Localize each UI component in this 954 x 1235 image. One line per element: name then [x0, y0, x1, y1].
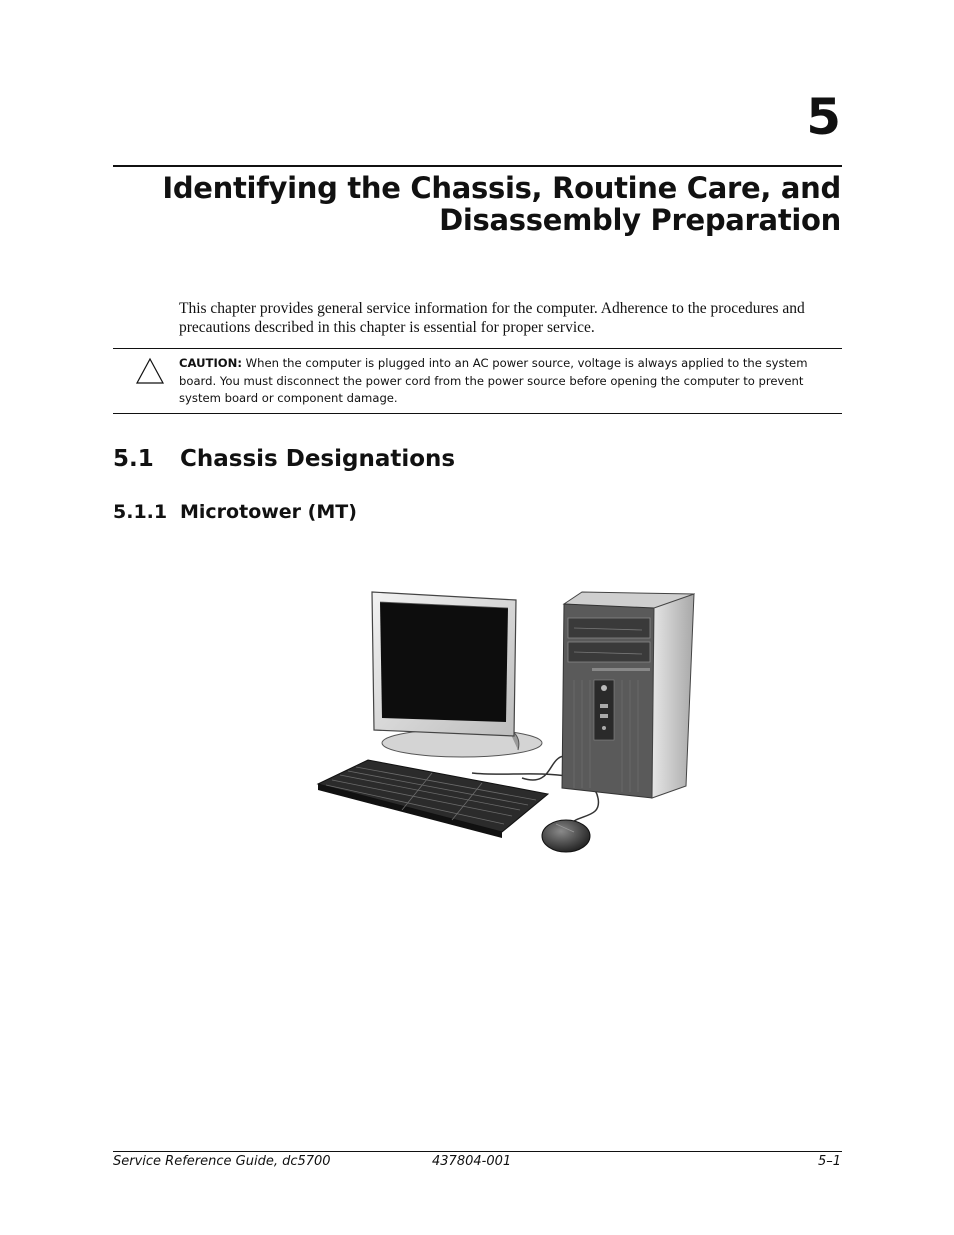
mouse: [542, 820, 590, 852]
subsection-title: Microtower (MT): [180, 501, 357, 523]
chapter-number: 5: [806, 88, 841, 146]
intro-paragraph: This chapter provides general service information for the computer. Adherence to the procedures and precautions described in this chapter is essential for proper service.: [179, 300, 805, 336]
caution-text: [179, 355, 809, 408]
caution-label: CAUTION:: [179, 356, 242, 370]
footer-document-title: Service Reference Guide, dc5700: [113, 1154, 331, 1169]
chapter-title-line-2: Disassembly Preparation: [439, 203, 841, 237]
monitor: [372, 592, 516, 736]
caution-box: [113, 348, 842, 414]
tower: [562, 592, 694, 798]
section-title: Chassis Designations: [180, 446, 456, 472]
footer-rule: [113, 1151, 842, 1152]
keyboard: [318, 760, 548, 838]
caution-body: When the computer is plugged into an AC power source, voltage is always applied to the system board. You must disconnect the power cord from the power source before opening the computer to prevent system board or component damage.: [179, 356, 808, 405]
chapter-title-line-1: Identifying the Chassis, Routine Care, and: [162, 171, 841, 205]
footer-page-number: 5–1: [817, 1154, 841, 1169]
footer-part-number: 437804-001: [432, 1154, 512, 1169]
desktop-computer-illustration: [312, 588, 704, 860]
section-number: 5.1: [113, 446, 154, 472]
chapter-rule: [113, 165, 842, 167]
subsection-number: 5.1.1: [113, 501, 168, 523]
chapter-title: [112, 172, 841, 236]
caution-triangle-icon: [135, 357, 165, 385]
